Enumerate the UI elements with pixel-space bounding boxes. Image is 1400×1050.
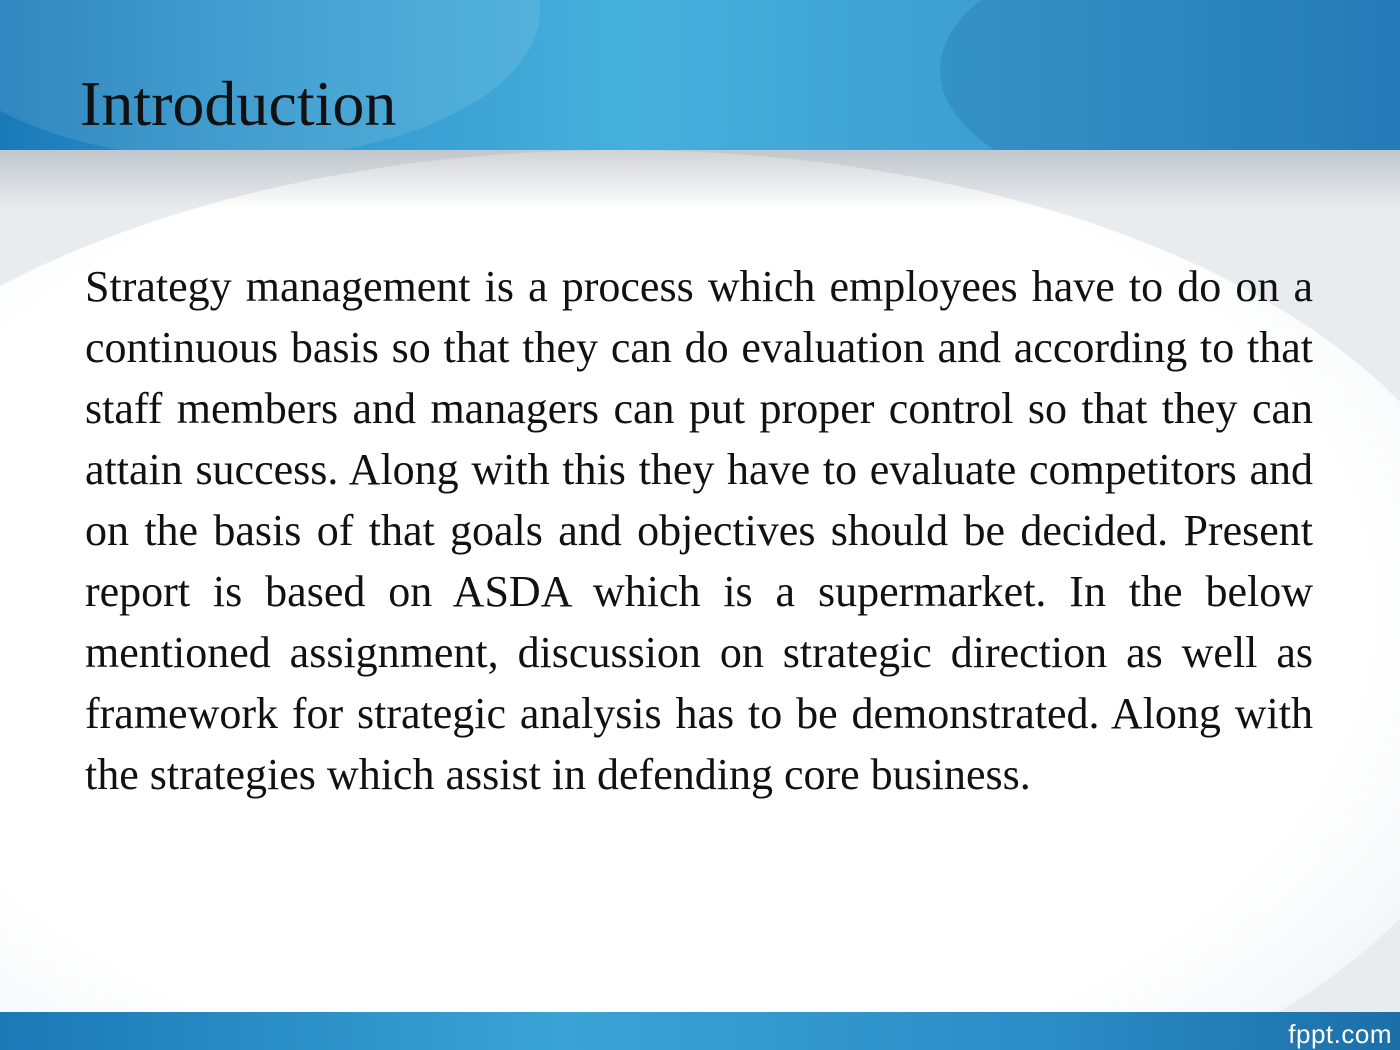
- header-shadow: [0, 150, 1400, 210]
- slide-title: Introduction: [80, 68, 397, 139]
- slide-body-text: Strategy management is a process which employees have to do on a continuous basis so that they can do evaluation and according to that staff members and managers can put proper control so that they can attain success. Along with this they have to evaluate competitors and on the basis of that goals and objectives should be decided. Present report is based on ASDA which is a supermarket. In the below mentioned assignment, discussion on strategic direction as well as framework for strategic analysis has to be demonstrated. Along with the strategies which assist in defending core business.: [85, 262, 1313, 799]
- fppt-logo: fppt.com: [1288, 1019, 1392, 1049]
- footer-band: [0, 1012, 1400, 1050]
